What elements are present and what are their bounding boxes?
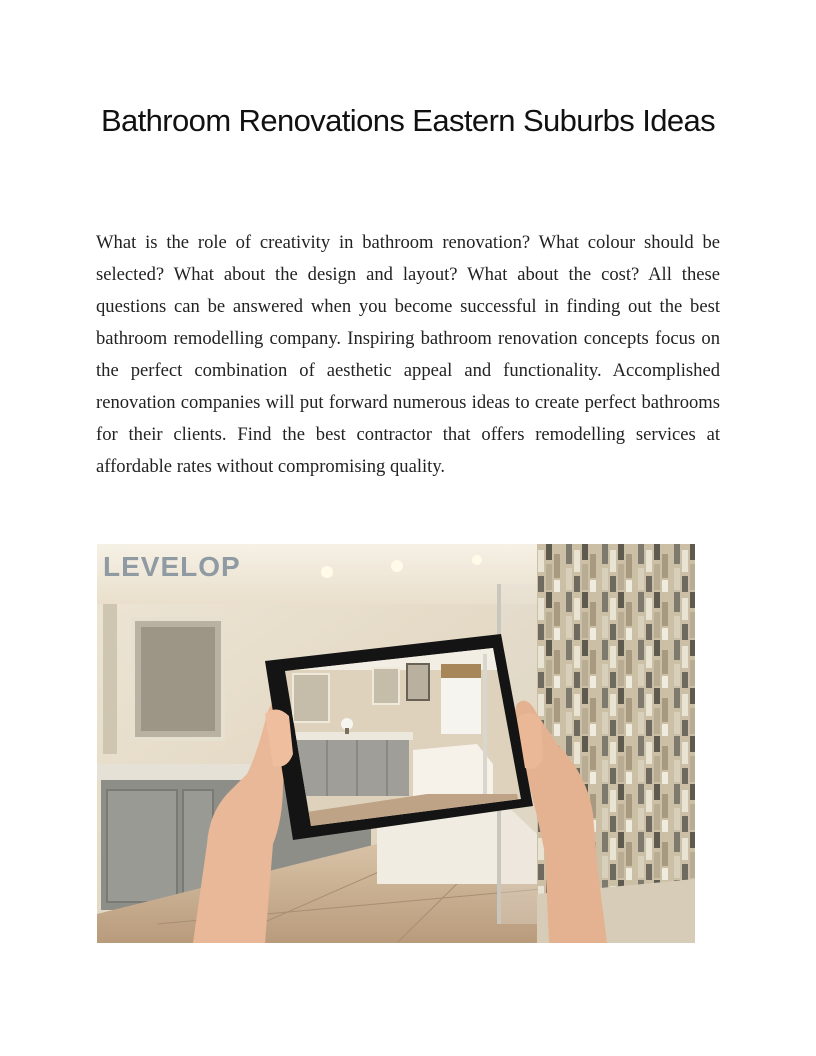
page-title: Bathroom Renovations Eastern Suburbs Ideas — [100, 103, 716, 138]
body-paragraph: What is the role of creativity in bathroom renovation? What colour should be selected? What about the design and layout? What about the cost? All these questions can be answered when you become successful in finding out the best bathroom remodelling company. Inspiring bathroom renovation concepts focus on the perfect combination of aesthetic appeal and functionality. Accomplished renovation companies will put forward numerous ideas to create perfect bathrooms for their clients. Find the best contractor that offers remodelling services at affordable rates without compromising quality. — [96, 232, 720, 477]
bathroom-photo — [97, 544, 695, 943]
levelop-logo: LEVELOP — [103, 551, 241, 582]
